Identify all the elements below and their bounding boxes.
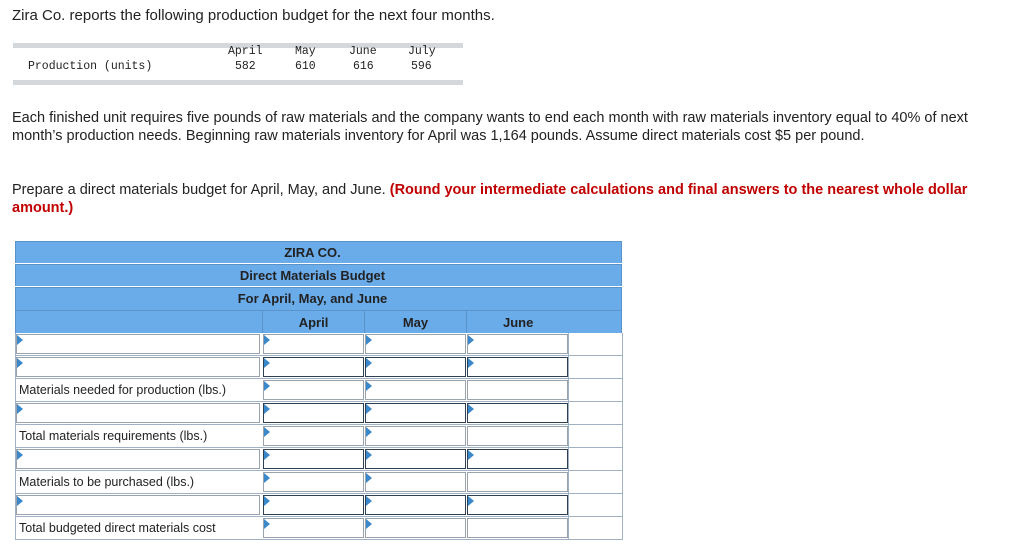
amount-input-june[interactable] (467, 357, 568, 377)
amount-input-may[interactable] (365, 518, 466, 538)
input-marker-icon (366, 496, 372, 506)
input-marker-icon (264, 496, 270, 506)
budget-row (15, 333, 623, 356)
input-marker-icon (468, 496, 474, 506)
amount-input-april[interactable] (263, 518, 364, 538)
row-extra-border (568, 471, 569, 494)
input-marker-icon (264, 404, 270, 414)
input-marker-icon (468, 450, 474, 460)
row-left-border (15, 517, 16, 540)
row-extra-border (568, 356, 569, 379)
input-marker-icon (264, 358, 270, 368)
row-right-border (622, 517, 623, 540)
budget-company-header (15, 241, 622, 263)
budget-row (15, 494, 623, 517)
column-header-april: April (262, 310, 364, 333)
input-marker-icon (366, 427, 372, 437)
row-extra-border (568, 333, 569, 356)
amount-input-june[interactable] (467, 426, 568, 446)
input-marker-icon (366, 404, 372, 414)
problem-intro: Zira Co. reports the following production budget for the next four months. (12, 7, 495, 24)
row-right-border (622, 448, 623, 471)
row-label: Materials to be purchased (lbs.) (19, 475, 195, 489)
amount-input-may[interactable] (365, 334, 466, 354)
row-label-input[interactable] (16, 403, 260, 423)
problem-description: Each finished unit requires five pounds of raw materials and the company wants to end each month with raw materials inventory equal to 40% of next month’s production needs. Beginning raw materials inventory for April was 1,164 pounds. Assume direct materials cost $5 per pound. (12, 110, 968, 144)
budget-title-header (15, 264, 622, 286)
budget-row (15, 425, 623, 448)
input-marker-icon (264, 335, 270, 345)
production-value-july: 596 (411, 60, 432, 73)
row-label: Materials needed for production (lbs.) (19, 383, 227, 397)
row-left-border (15, 425, 16, 448)
production-budget-table (13, 43, 463, 85)
production-value-may: 610 (295, 60, 316, 73)
input-marker-icon (468, 404, 474, 414)
month-header-july: July (408, 45, 436, 58)
amount-input-may[interactable] (365, 495, 466, 515)
row-label: Total materials requirements (lbs.) (19, 429, 208, 443)
input-marker-icon (17, 404, 23, 414)
amount-input-may[interactable] (365, 357, 466, 377)
row-label-input[interactable] (16, 334, 260, 354)
row-right-border (622, 333, 623, 356)
amount-input-june[interactable] (467, 334, 568, 354)
amount-input-may[interactable] (365, 426, 466, 446)
month-header-may: May (295, 45, 316, 58)
budget-period-header (15, 287, 622, 310)
production-row-label: Production (units) (28, 60, 153, 73)
input-marker-icon (17, 358, 23, 368)
input-marker-icon (264, 381, 270, 391)
rounding-note: (Round your intermediate calculations and final answers to the nearest whole dollar amount.) (12, 182, 968, 216)
row-right-border (622, 425, 623, 448)
budget-row (15, 448, 623, 471)
input-marker-icon (468, 335, 474, 345)
month-header-june: June (349, 45, 377, 58)
row-extra-border (568, 379, 569, 402)
row-right-border (622, 402, 623, 425)
input-marker-icon (366, 519, 372, 529)
amount-input-april[interactable] (263, 380, 364, 400)
input-marker-icon (264, 450, 270, 460)
input-marker-icon (366, 450, 372, 460)
row-left-border (15, 379, 16, 402)
row-extra-border (568, 402, 569, 425)
amount-input-april[interactable] (263, 334, 364, 354)
amount-input-april[interactable] (263, 426, 364, 446)
input-marker-icon (17, 496, 23, 506)
production-value-june: 616 (353, 60, 374, 73)
input-marker-icon (366, 358, 372, 368)
row-right-border (622, 471, 623, 494)
amount-input-may[interactable] (365, 403, 466, 423)
input-marker-icon (366, 335, 372, 345)
input-marker-icon (264, 473, 270, 483)
label-column-header (15, 310, 262, 333)
amount-input-june[interactable] (467, 380, 568, 400)
row-extra-border (568, 517, 569, 540)
row-right-border (622, 494, 623, 517)
amount-input-april[interactable] (263, 449, 364, 469)
row-label-input[interactable] (16, 357, 260, 377)
row-left-border (15, 471, 16, 494)
amount-input-may[interactable] (365, 380, 466, 400)
budget-period: For April, May, and June (237, 291, 388, 306)
input-marker-icon (366, 381, 372, 391)
amount-input-june[interactable] (467, 403, 568, 423)
input-marker-icon (264, 427, 270, 437)
row-label: Total budgeted direct materials cost (19, 521, 216, 535)
row-extra-border (568, 448, 569, 471)
column-header-june: June (466, 310, 622, 333)
budget-row (15, 471, 623, 494)
budget-row (15, 517, 623, 540)
input-marker-icon (366, 473, 372, 483)
amount-input-june[interactable] (467, 518, 568, 538)
instructions-text: Prepare a direct materials budget for April, May, and June. (12, 182, 386, 198)
production-value-april: 582 (235, 60, 256, 73)
input-marker-icon (17, 335, 23, 345)
input-marker-icon (17, 450, 23, 460)
amount-input-april[interactable] (263, 403, 364, 423)
budget-row (15, 379, 623, 402)
instructions (12, 181, 1002, 217)
column-header-may: May (364, 310, 466, 333)
budget-row (15, 402, 623, 425)
budget-title: Direct Materials Budget (239, 268, 386, 283)
row-right-border (622, 356, 623, 379)
amount-input-may[interactable] (365, 472, 466, 492)
amount-input-may[interactable] (365, 449, 466, 469)
row-label-input[interactable] (16, 495, 260, 515)
row-extra-border (568, 494, 569, 517)
amount-input-june[interactable] (467, 449, 568, 469)
budget-row (15, 356, 623, 379)
amount-input-april[interactable] (263, 472, 364, 492)
amount-input-june[interactable] (467, 472, 568, 492)
amount-input-april[interactable] (263, 357, 364, 377)
table-bottom-rule (13, 80, 463, 85)
amount-input-june[interactable] (467, 495, 568, 515)
input-marker-icon (468, 358, 474, 368)
input-marker-icon (264, 519, 270, 529)
company-name: ZIRA CO. (284, 245, 341, 260)
amount-input-april[interactable] (263, 495, 364, 515)
month-header-april: April (228, 45, 263, 58)
row-right-border (622, 379, 623, 402)
row-label-input[interactable] (16, 449, 260, 469)
row-extra-border (568, 425, 569, 448)
